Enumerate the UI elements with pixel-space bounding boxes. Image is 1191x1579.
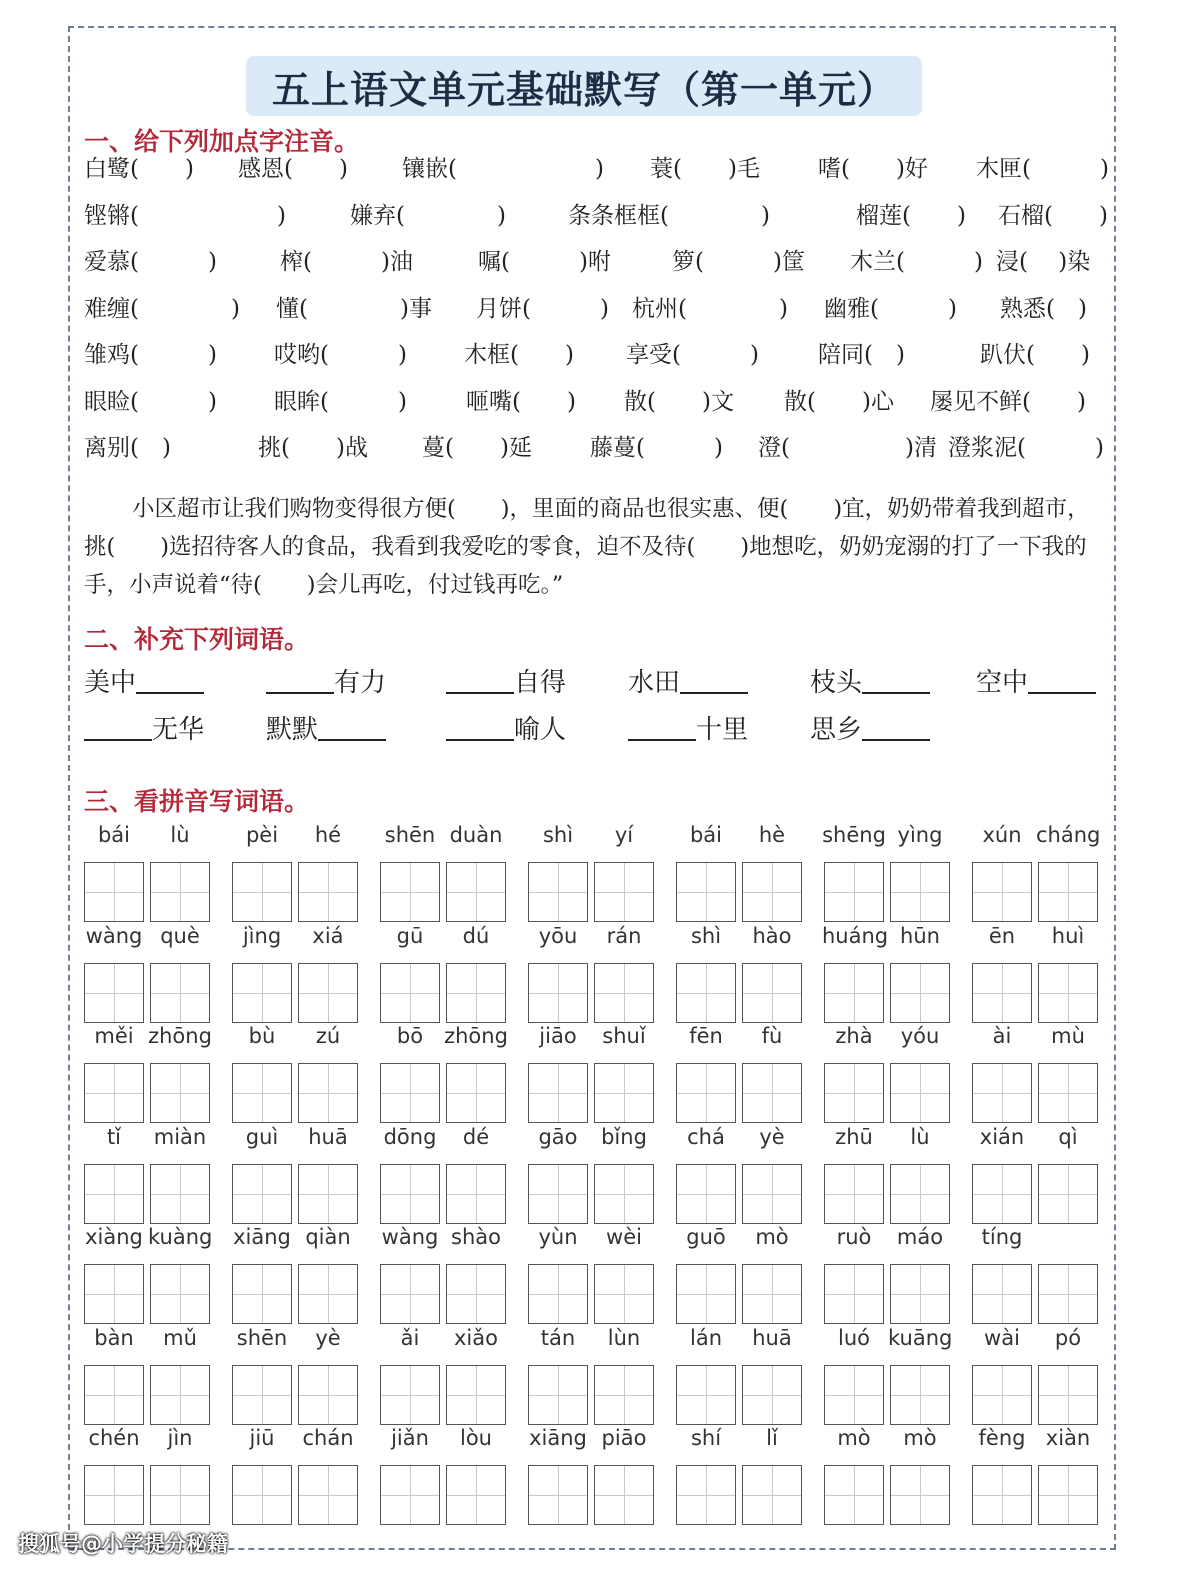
pinyin-label: qì (1058, 1124, 1078, 1149)
pinyin-label: xiāng (529, 1426, 587, 1450)
writing-cell[interactable] (676, 1365, 736, 1425)
writing-cell[interactable] (972, 1465, 1032, 1525)
writing-cell[interactable] (824, 862, 884, 922)
writing-cell[interactable] (528, 1063, 588, 1123)
section2-row (84, 709, 1104, 756)
section2-heading: 二、补充下列词语。 (84, 625, 310, 654)
pinyin-label: fēn (689, 1024, 723, 1048)
writing-cell[interactable] (150, 862, 210, 922)
pinyin-label: chán (302, 1426, 354, 1450)
pinyin-label: wàng (85, 923, 143, 948)
writing-cell[interactable] (824, 1264, 884, 1324)
answer-blank[interactable] (84, 739, 152, 741)
pinyin-item: 趴伏( ) (980, 342, 1090, 368)
writing-cell[interactable] (232, 1264, 292, 1324)
pinyin-label: guì (245, 1124, 279, 1149)
writing-cell[interactable] (594, 1164, 654, 1224)
pinyin-label: ài (992, 1024, 1012, 1048)
answer-blank[interactable] (446, 739, 514, 741)
pinyin-label: bǐng (601, 1124, 647, 1149)
writing-cell[interactable] (150, 1465, 210, 1525)
writing-cell[interactable] (972, 862, 1032, 922)
pinyin-item: 挑( )战 (258, 435, 368, 461)
writing-cell[interactable] (150, 1365, 210, 1425)
writing-cell[interactable] (232, 963, 292, 1023)
section1-row (84, 290, 1104, 337)
word-prefix: 美中 (84, 668, 137, 698)
pinyin-item: 木兰( ) (850, 249, 983, 275)
section1-row (84, 243, 1104, 290)
pinyin-label: tán (540, 1325, 576, 1350)
pinyin-item: 幽雅( ) (824, 295, 957, 322)
pinyin-label: gū (396, 923, 424, 948)
pinyin-label: cháng (1036, 823, 1101, 847)
fill-word-item (810, 662, 930, 699)
pinyin-item: 条条框框( ) (568, 202, 770, 229)
pinyin-label: huì (1051, 923, 1085, 948)
pinyin-item: 眼眸( ) (274, 388, 407, 415)
writing-cell[interactable] (84, 1063, 144, 1123)
pinyin-label: lù (170, 823, 190, 847)
pinyin-item: 难缠( ) (84, 295, 240, 322)
writing-cell[interactable] (594, 963, 654, 1023)
pinyin-label: dé (462, 1124, 490, 1149)
pinyin-label: xiàn (1045, 1426, 1091, 1450)
writing-cell[interactable] (676, 1465, 736, 1525)
pinyin-label: zhōng (148, 1024, 212, 1048)
pinyin-item: 屡见不鲜( ) (930, 388, 1086, 415)
writing-cell[interactable] (594, 1063, 654, 1123)
pinyin-label: pèi (245, 823, 279, 847)
pinyin-label: bō (396, 1024, 424, 1048)
pinyin-label: shào (451, 1225, 501, 1249)
writing-cell[interactable] (298, 1264, 358, 1324)
writing-cell[interactable] (380, 1164, 440, 1224)
pinyin-label: qiàn (305, 1225, 351, 1249)
pinyin-label: bái (97, 823, 131, 847)
writing-cell[interactable] (890, 1264, 950, 1324)
pinyin-label: duàn (449, 823, 503, 847)
pinyin-label: lǐ (766, 1426, 778, 1450)
pinyin-label: xiá (312, 923, 344, 948)
pinyin-label: jìn (167, 1426, 193, 1450)
writing-cell[interactable] (446, 963, 506, 1023)
writing-cell[interactable] (742, 1164, 802, 1224)
pinyin-label: bái (689, 823, 723, 847)
pinyin-label: shēn (236, 1325, 288, 1350)
pinyin-label: mǔ (163, 1325, 197, 1350)
writing-cell[interactable] (1038, 862, 1098, 922)
writing-cell[interactable] (824, 1465, 884, 1525)
pinyin-item: 藤蔓( ) (590, 435, 723, 461)
pinyin-item: 感恩( ) (238, 156, 348, 182)
writing-cell[interactable] (824, 1063, 884, 1123)
pinyin-item: 白鹭( ) (84, 156, 194, 182)
section3-row (84, 1326, 1104, 1427)
pinyin-label: kuàng (148, 1225, 213, 1249)
pinyin-label: shēng (822, 823, 886, 847)
section1-heading: 一、给下列加点字注音。 (84, 127, 360, 156)
writing-cell[interactable] (528, 1465, 588, 1525)
pinyin-label: ruò (836, 1225, 872, 1249)
writing-cell[interactable] (232, 862, 292, 922)
writing-cell[interactable] (528, 862, 588, 922)
writing-cell[interactable] (742, 1264, 802, 1324)
pinyin-label: hào (752, 923, 792, 948)
writing-cell[interactable] (380, 1465, 440, 1525)
page-title: 五上语文单元基础默写（第一单元） (271, 67, 896, 112)
pinyin-label: máo (896, 1225, 944, 1249)
pinyin-label: xiǎo (454, 1325, 498, 1350)
pinyin-label: shì (690, 923, 722, 948)
section1-paragraph: 小区超市让我们购物变得很方便( )，里面的商品也很实惠、便( )宜，奶奶带着我到超市，挑( )选招待客人的食品，我看到我爱吃的零食，迫不及待( )地想吃，奶奶宠溺的打了一下我的手，小声说着“待( )会儿再吃，付过钱再吃。” (84, 496, 1090, 598)
pinyin-label: lán (689, 1325, 722, 1350)
writing-cell[interactable] (594, 1465, 654, 1525)
fill-word-item (446, 709, 566, 746)
word-prefix: 默默 (266, 715, 319, 745)
writing-cell[interactable] (1038, 1264, 1098, 1324)
pinyin-label: shì (542, 823, 574, 847)
pinyin-label: shēn (384, 823, 436, 847)
title-banner (246, 56, 922, 116)
writing-cell[interactable] (1038, 963, 1098, 1023)
writing-cell[interactable] (150, 1164, 210, 1224)
pinyin-label: huā (308, 1124, 348, 1149)
writing-cell[interactable] (528, 1264, 588, 1324)
pinyin-label: yí (614, 823, 634, 847)
writing-cell[interactable] (298, 862, 358, 922)
fill-word-item (628, 662, 748, 699)
writing-cell[interactable] (380, 1063, 440, 1123)
section3-row (84, 823, 1104, 924)
writing-cell[interactable] (528, 963, 588, 1023)
pinyin-item: 蓑( )毛 (650, 156, 760, 182)
writing-cell[interactable] (742, 862, 802, 922)
section1-row (84, 336, 1104, 383)
pinyin-label: zhōng (444, 1024, 508, 1048)
pinyin-label: ēn (988, 923, 1016, 948)
section2-row (84, 662, 1104, 709)
writing-cell[interactable] (890, 963, 950, 1023)
writing-cell[interactable] (84, 1365, 144, 1425)
writing-cell[interactable] (298, 963, 358, 1023)
pinyin-label: wèi (606, 1225, 642, 1249)
pinyin-label: mò (903, 1426, 937, 1450)
writing-cell[interactable] (150, 963, 210, 1023)
writing-cell[interactable] (446, 1164, 506, 1224)
writing-cell[interactable] (380, 862, 440, 922)
pinyin-label: xián (979, 1124, 1025, 1149)
pinyin-label: zhà (835, 1024, 873, 1048)
writing-cell[interactable] (742, 963, 802, 1023)
pinyin-label: fù (761, 1024, 783, 1048)
writing-cell[interactable] (232, 1063, 292, 1123)
answer-blank[interactable] (628, 739, 696, 741)
pinyin-label: chén (88, 1426, 140, 1450)
writing-cell[interactable] (84, 862, 144, 922)
fill-word-item (628, 709, 748, 746)
writing-cell[interactable] (1038, 1465, 1098, 1525)
writing-cell[interactable] (972, 1063, 1032, 1123)
pinyin-label: wài (984, 1325, 1020, 1350)
pinyin-label: luó (838, 1325, 870, 1350)
pinyin-label: bù (248, 1024, 276, 1048)
pinyin-item: 熟悉( ) (1000, 295, 1087, 322)
answer-blank[interactable] (266, 692, 334, 694)
writing-cell[interactable] (824, 1164, 884, 1224)
pinyin-label: lòu (460, 1426, 492, 1450)
writing-cell[interactable] (232, 1365, 292, 1425)
writing-cell[interactable] (150, 1264, 210, 1324)
writing-cell[interactable] (84, 1164, 144, 1224)
pinyin-label: yè (759, 1124, 785, 1149)
pinyin-label: wàng (381, 1225, 439, 1249)
writing-cell[interactable] (232, 1465, 292, 1525)
pinyin-label: jìng (242, 923, 282, 948)
pinyin-item: 散( )心 (784, 388, 894, 415)
pinyin-label: guō (686, 1225, 726, 1249)
writing-cell[interactable] (676, 1063, 736, 1123)
pinyin-label: yōu (538, 923, 578, 948)
fill-word-item (810, 709, 930, 746)
pinyin-label: lù (910, 1124, 930, 1149)
pinyin-label: jiū (249, 1426, 275, 1450)
pinyin-label: tǐ (106, 1124, 122, 1149)
word-prefix: 空中 (976, 668, 1029, 698)
pinyin-item: 蔓( )延 (422, 435, 532, 461)
writing-cell[interactable] (890, 1365, 950, 1425)
pinyin-label: piāo (601, 1426, 647, 1450)
pinyin-label: yìng (897, 823, 943, 847)
writing-cell[interactable] (528, 1164, 588, 1224)
pinyin-label: shuǐ (602, 1024, 646, 1048)
writing-cell[interactable] (972, 1164, 1032, 1224)
pinyin-label: dōng (383, 1124, 437, 1149)
answer-blank[interactable] (318, 739, 386, 741)
pinyin-item: 榴莲( ) (856, 202, 966, 229)
pinyin-item: 澄( )清 (758, 435, 937, 461)
pinyin-label: mò (755, 1225, 789, 1249)
writing-cell[interactable] (972, 1264, 1032, 1324)
writing-cell[interactable] (84, 1264, 144, 1324)
writing-cell[interactable] (298, 1465, 358, 1525)
pinyin-label: xiàng (85, 1225, 143, 1249)
pinyin-item: 陪同( ) (818, 342, 905, 368)
writing-cell[interactable] (824, 1365, 884, 1425)
writing-cell[interactable] (446, 1063, 506, 1123)
section3-pinyin-grid (84, 823, 1104, 1527)
answer-blank[interactable] (680, 692, 748, 694)
pinyin-label: zú (315, 1024, 341, 1048)
word-suffix: 喻人 (514, 715, 567, 745)
pinyin-label: lùn (607, 1325, 641, 1350)
pinyin-item: 箩( )筐 (672, 249, 805, 275)
writing-cell[interactable] (446, 1465, 506, 1525)
writing-cell[interactable] (824, 963, 884, 1023)
section1-row (84, 197, 1108, 244)
section2-word-list (84, 662, 1104, 756)
writing-cell[interactable] (890, 1465, 950, 1525)
word-prefix: 枝头 (810, 668, 863, 698)
writing-cell[interactable] (150, 1063, 210, 1123)
pinyin-label: fèng (978, 1426, 1026, 1450)
word-suffix: 无华 (152, 715, 205, 745)
pinyin-label: shí (690, 1426, 722, 1450)
section1-pinyin-list (84, 150, 1109, 476)
pinyin-item: 雏鸡( ) (84, 342, 217, 368)
word-prefix: 思乡 (810, 715, 863, 745)
writing-cell[interactable] (84, 963, 144, 1023)
word-prefix: 水田 (628, 668, 681, 698)
pinyin-label: mò (837, 1426, 871, 1450)
fill-word-item (446, 662, 566, 699)
pinyin-item: 散( )文 (624, 388, 734, 415)
pinyin-label: hè (758, 823, 786, 847)
answer-blank[interactable] (136, 692, 204, 694)
writing-cell[interactable] (890, 862, 950, 922)
answer-blank[interactable] (862, 739, 930, 741)
word-suffix: 自得 (514, 668, 567, 698)
pinyin-label: xún (982, 823, 1022, 847)
writing-cell[interactable] (742, 1465, 802, 1525)
writing-cell[interactable] (742, 1063, 802, 1123)
section1-row (84, 383, 1104, 430)
pinyin-item: 木匣( ) (976, 156, 1109, 182)
fill-word-item (84, 709, 204, 746)
answer-blank[interactable] (446, 692, 514, 694)
pinyin-item: 哎哟( ) (274, 342, 407, 368)
writing-cell[interactable] (380, 963, 440, 1023)
pinyin-item: 浸( )染 (996, 249, 1091, 275)
writing-cell[interactable] (1038, 1063, 1098, 1123)
pinyin-item: 榨( )油 (280, 249, 413, 275)
pinyin-item: 月饼( ) (476, 295, 609, 322)
pinyin-label: pó (1054, 1325, 1082, 1350)
pinyin-label: zhū (835, 1124, 873, 1149)
pinyin-label: rán (606, 923, 642, 948)
pinyin-item: 咂嘴( ) (466, 388, 576, 415)
pinyin-item: 眼睑( ) (84, 388, 217, 415)
pinyin-label: yè (315, 1325, 341, 1350)
writing-cell[interactable] (298, 1365, 358, 1425)
pinyin-label: yùn (538, 1225, 578, 1249)
writing-cell[interactable] (528, 1365, 588, 1425)
pinyin-label: gāo (538, 1124, 578, 1149)
writing-cell[interactable] (676, 1264, 736, 1324)
pinyin-item: 离别( ) (84, 435, 171, 461)
writing-cell[interactable] (594, 862, 654, 922)
section3-row (84, 1024, 1104, 1125)
pinyin-item: 懂( )事 (276, 295, 432, 322)
word-suffix: 有力 (334, 668, 387, 698)
writing-cell[interactable] (972, 963, 1032, 1023)
fill-word-item (266, 709, 386, 746)
pinyin-item: 铿锵( ) (84, 202, 286, 229)
section1-row (84, 150, 1109, 197)
pinyin-label: mù (1051, 1024, 1085, 1048)
pinyin-item: 嗜( )好 (818, 156, 928, 182)
writing-cell[interactable] (380, 1365, 440, 1425)
fill-word-item (84, 662, 204, 699)
writing-cell[interactable] (676, 963, 736, 1023)
pinyin-label: hé (314, 823, 342, 847)
writing-cell[interactable] (84, 1465, 144, 1525)
pinyin-item: 享受( ) (626, 342, 759, 368)
writing-cell[interactable] (1038, 1365, 1098, 1425)
answer-blank[interactable] (1028, 692, 1096, 694)
writing-cell[interactable] (298, 1164, 358, 1224)
pinyin-item: 石榴( ) (998, 202, 1108, 229)
pinyin-item: 镶嵌( ) (402, 156, 604, 182)
writing-cell[interactable] (446, 1365, 506, 1425)
pinyin-item: 嘱( )咐 (478, 249, 611, 275)
writing-cell[interactable] (890, 1164, 950, 1224)
fill-word-item (266, 662, 386, 699)
section3-row (84, 924, 1104, 1025)
writing-cell[interactable] (446, 862, 506, 922)
pinyin-item: 杭州( ) (632, 295, 788, 322)
answer-blank[interactable] (862, 692, 930, 694)
writing-cell[interactable] (742, 1365, 802, 1425)
writing-cell[interactable] (594, 1365, 654, 1425)
pinyin-label: kuāng (888, 1325, 953, 1350)
fill-word-item (976, 662, 1096, 699)
section3-row (84, 1426, 1104, 1527)
writing-cell[interactable] (890, 1063, 950, 1123)
writing-cell[interactable] (1038, 1164, 1098, 1224)
pinyin-label: xiāng (233, 1225, 291, 1249)
pinyin-label: huā (752, 1325, 792, 1350)
writing-cell[interactable] (232, 1164, 292, 1224)
pinyin-item: 爱慕( ) (84, 249, 217, 275)
watermark: 搜狐号@小学提分秘籍 (18, 1532, 228, 1556)
writing-cell[interactable] (594, 1264, 654, 1324)
section3-row (84, 1225, 1104, 1326)
pinyin-label: měi (94, 1024, 134, 1048)
pinyin-item: 嫌弃( ) (350, 202, 506, 229)
writing-cell[interactable] (446, 1264, 506, 1324)
pinyin-label: dú (462, 923, 490, 948)
section3-row (84, 1125, 1104, 1226)
writing-cell[interactable] (972, 1365, 1032, 1425)
writing-cell[interactable] (676, 862, 736, 922)
writing-cell[interactable] (380, 1264, 440, 1324)
pinyin-label: yóu (900, 1024, 940, 1048)
pinyin-label: huáng (822, 923, 889, 948)
pinyin-label: jiǎn (391, 1426, 429, 1450)
word-suffix: 十里 (696, 715, 749, 745)
section1-row (84, 429, 1104, 476)
pinyin-label: bàn (94, 1325, 134, 1350)
writing-cell[interactable] (676, 1164, 736, 1224)
section3-heading: 三、看拼音写词语。 (84, 787, 310, 816)
pinyin-label: chá (687, 1124, 725, 1149)
pinyin-label: ǎi (400, 1325, 420, 1350)
pinyin-item: 澄浆泥( ) (948, 435, 1104, 461)
writing-cell[interactable] (298, 1063, 358, 1123)
pinyin-label: hūn (900, 923, 940, 948)
pinyin-label: tíng (981, 1225, 1023, 1249)
pinyin-item: 木框( ) (464, 342, 574, 368)
pinyin-label: què (160, 923, 200, 948)
pinyin-label: jiāo (539, 1024, 577, 1048)
pinyin-label: miàn (153, 1124, 207, 1149)
